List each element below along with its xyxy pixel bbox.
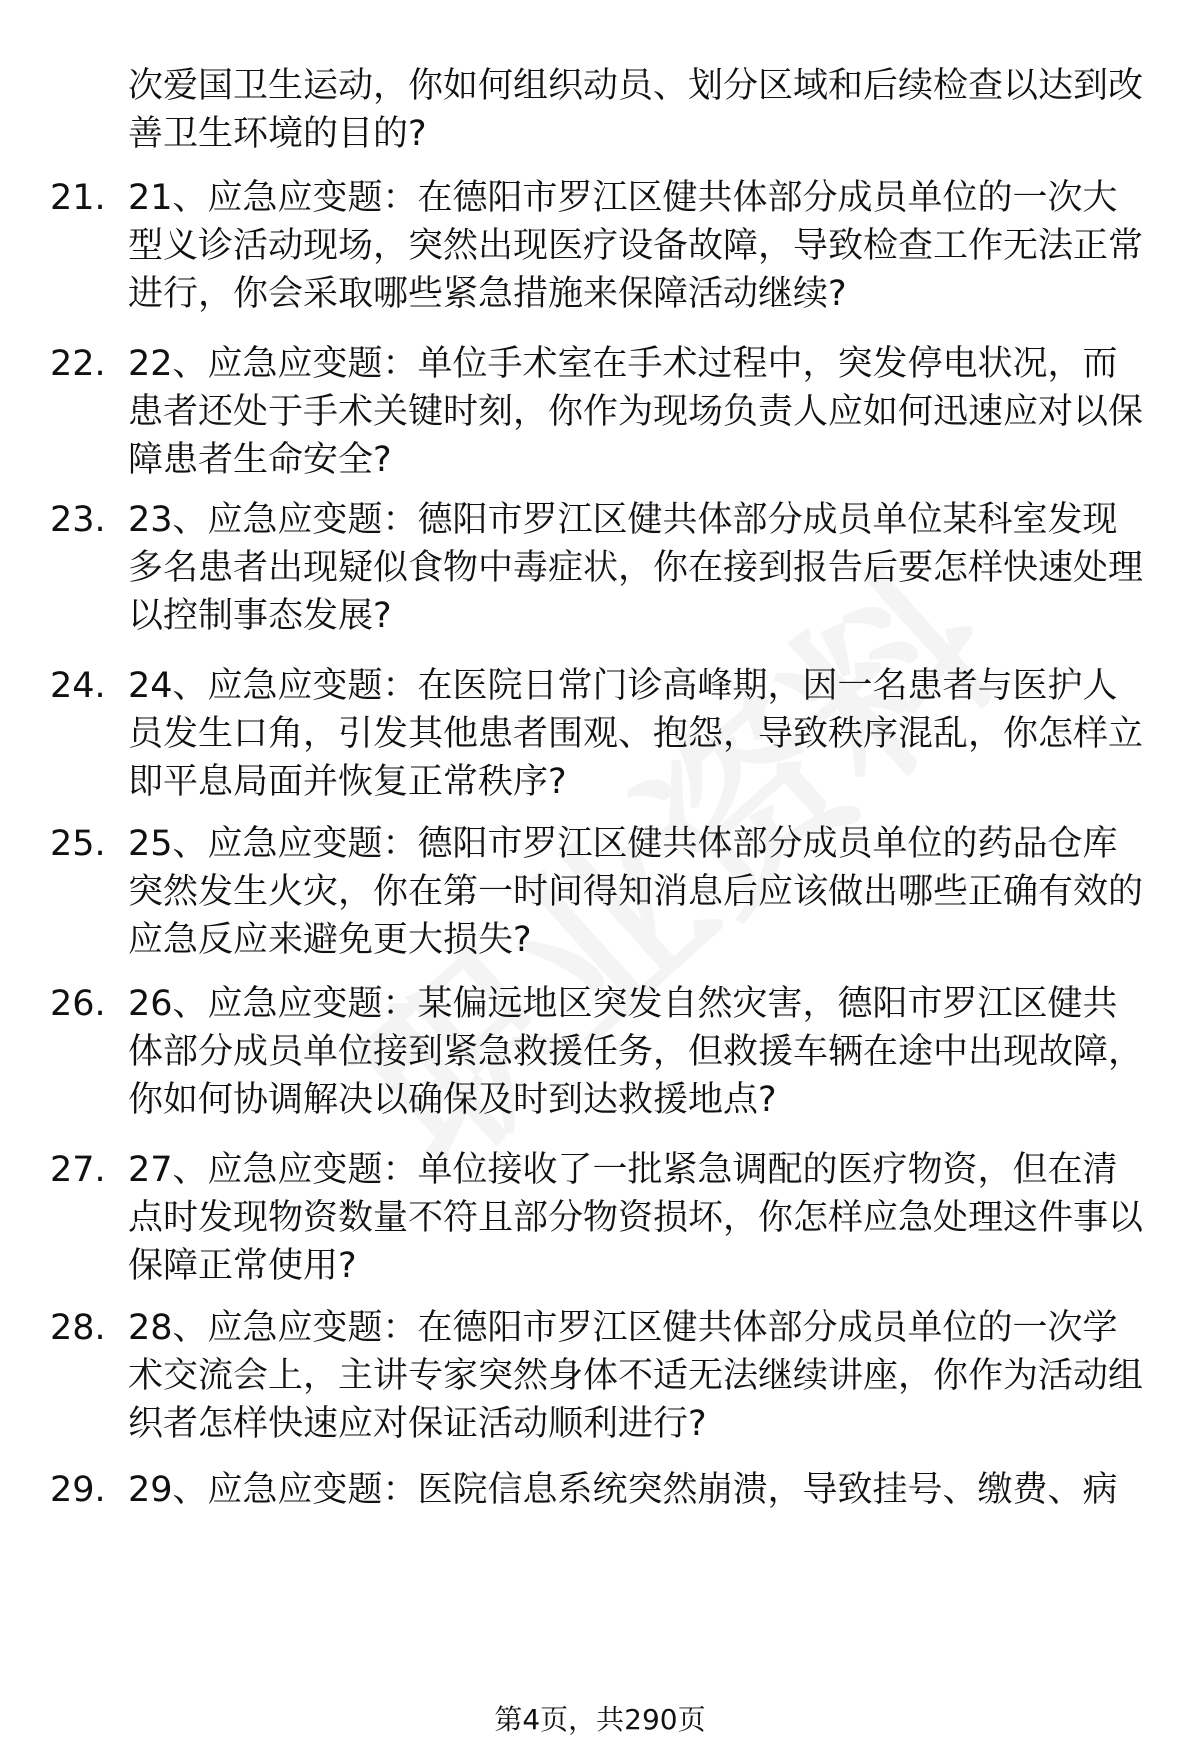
list-item-text: 21、应急应变题：在德阳市罗江区健共体部分成员单位的一次大型义诊活动现场，突然出现医疗设备故障，导致检查工作无法正常进行，你会采取哪些紧急措施来保障活动继续? <box>128 178 1144 314</box>
list-item-number: 24. <box>50 666 106 706</box>
list-item-number: 25. <box>50 824 106 864</box>
list-item-text: 24、应急应变题：在医院日常门诊高峰期，因一名患者与医护人员发生口角，引发其他患者围观、抱怨，导致秩序混乱，你怎样立即平息局面并恢复正常秩序? <box>128 666 1144 802</box>
list-item-number: 27. <box>50 1150 106 1190</box>
list-item-number: 23. <box>50 500 106 540</box>
list-item-text: 23、应急应变题：德阳市罗江区健共体部分成员单位某科室发现多名患者出现疑似食物中毒症状，你在接到报告后要怎样快速处理以控制事态发展? <box>128 500 1144 636</box>
list-item-number: 28. <box>50 1308 106 1348</box>
list-item-number: 29. <box>50 1470 106 1510</box>
list-item-text: 25、应急应变题：德阳市罗江区健共体部分成员单位的药品仓库突然发生火灾，你在第一时间得知消息后应该做出哪些正确有效的应急反应来避免更大损失? <box>128 824 1144 960</box>
list-item-text: 26、应急应变题：某偏远地区突发自然灾害，德阳市罗江区健共体部分成员单位接到紧急救援任务，但救援车辆在途中出现故障，你如何协调解决以确保及时到达救援地点? <box>128 984 1144 1120</box>
list-item-number: 21. <box>50 178 106 218</box>
list-item-text: 29、应急应变题：医院信息系统突然崩溃，导致挂号、缴费、病 <box>128 1470 1118 1510</box>
list-item-number: 26. <box>50 984 106 1024</box>
list-item-text: 27、应急应变题：单位接收了一批紧急调配的医疗物资，但在清点时发现物资数量不符且部分物资损坏，你怎样应急处理这件事以保障正常使用? <box>128 1150 1144 1286</box>
list-item-text: 22、应急应变题：单位手术室在手术过程中，突发停电状况，而患者还处于手术关键时刻，你作为现场负责人应如何迅速应对以保障患者生命安全? <box>128 344 1144 480</box>
list-item-number: 22. <box>50 344 106 384</box>
page-footer: 第4页，共290页 <box>494 1703 706 1736</box>
continuation-paragraph: 次爱国卫生运动，你如何组织动员、划分区域和后续检查以达到改善卫生环境的目的? <box>128 66 1144 154</box>
list-item-text: 28、应急应变题：在德阳市罗江区健共体部分成员单位的一次学术交流会上，主讲专家突然身体不适无法继续讲座，你作为活动组织者怎样快速应对保证活动顺利进行? <box>128 1308 1144 1444</box>
